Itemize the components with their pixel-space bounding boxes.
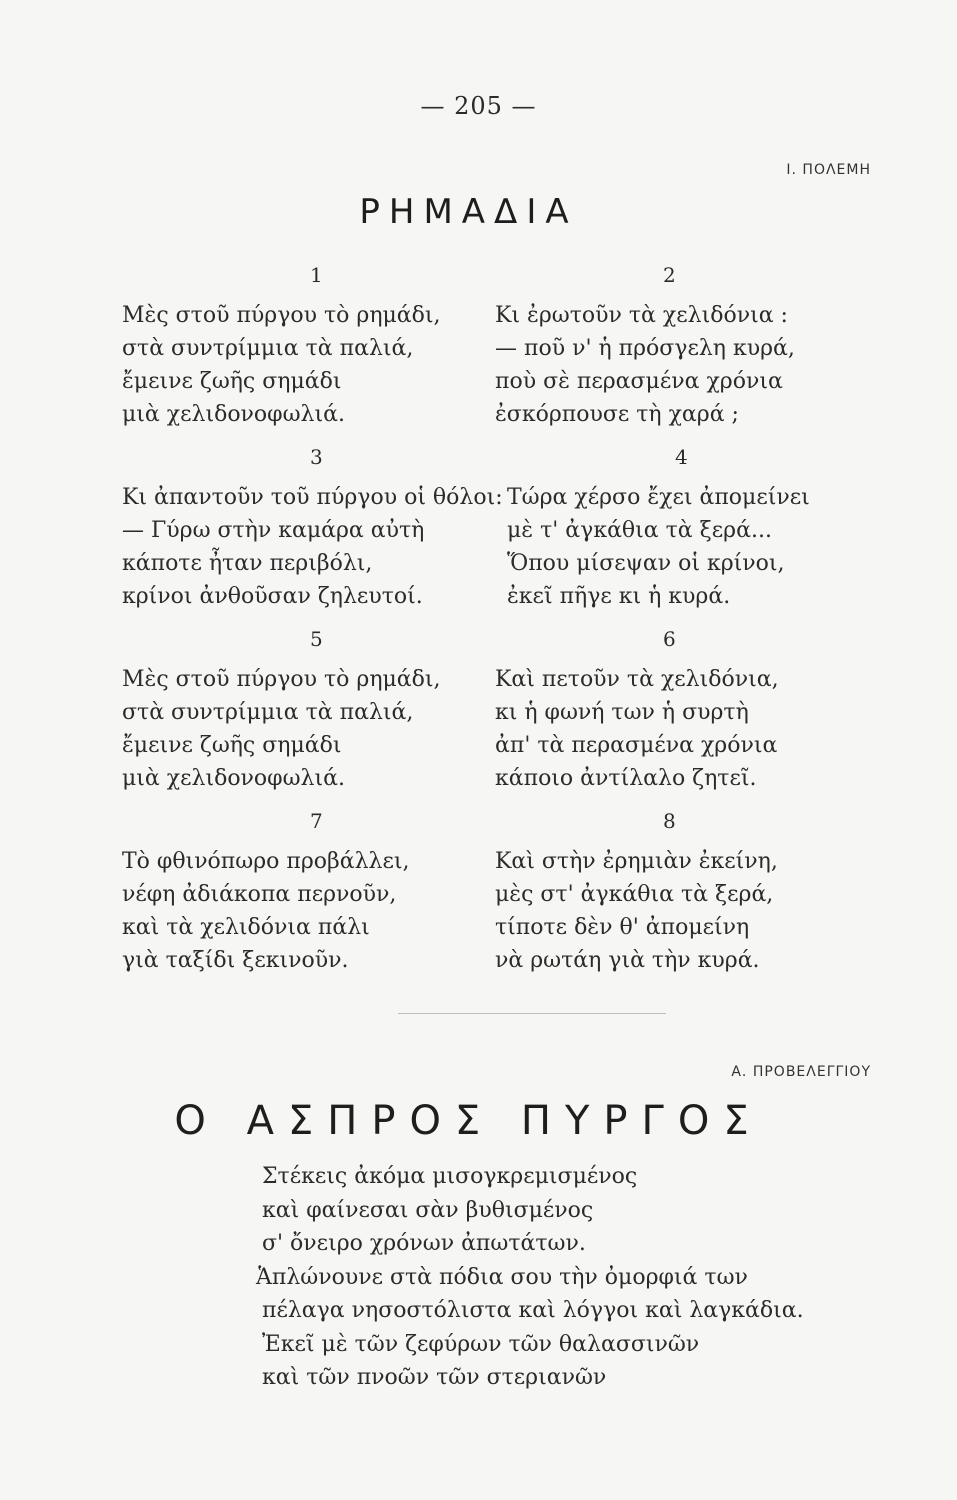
stanza-number: 7 bbox=[310, 809, 323, 833]
verse-line: κάποτε ἦταν περιβόλι, bbox=[122, 551, 373, 576]
verse-line: Ἐκεῖ μὲ τῶν ζεφύρων τῶν θαλασσινῶν bbox=[262, 1331, 700, 1357]
stanza bbox=[122, 808, 482, 977]
verse-line: τίποτε δὲν θ' ἀπομείνη bbox=[495, 915, 750, 940]
verse-line: ἀπ' τὰ περασμένα χρόνια bbox=[495, 733, 778, 758]
page-number: — 205 — bbox=[420, 92, 537, 120]
verse-line: καὶ φαίνεσαι σὰν βυθισμένος bbox=[262, 1197, 594, 1223]
verse-line: ἐκεῖ πῆγε κι ἡ κυρά. bbox=[507, 584, 731, 609]
verse-line: καὶ τῶν πνοῶν τῶν στεριανῶν bbox=[262, 1365, 607, 1390]
stanza bbox=[122, 262, 482, 431]
verse-line: — Γύρω στὴν καμάρα αὐτὴ bbox=[122, 518, 425, 543]
verse-line: σ' ὄνειρο χρόνων ἀπωτάτων. bbox=[262, 1231, 586, 1256]
stanza bbox=[122, 444, 503, 613]
stanza bbox=[495, 262, 855, 431]
verse-line: Μὲς στοῦ πύργου τὸ ρημάδι, bbox=[122, 667, 441, 692]
verse-line: στὰ συντρίμμια τὰ παλιά, bbox=[122, 336, 414, 361]
verse-line: Ἁπλώνουνε στὰ πόδια σου τὴν ὀμορφιά των bbox=[256, 1264, 748, 1290]
author-name: Ι. ΠΟΛΕΜΗ bbox=[786, 162, 871, 178]
verse-line: Καὶ στὴν ἐρημιὰν ἐκείνη, bbox=[495, 849, 778, 874]
verse-line: Ὅπου μίσεψαν οἱ κρίνοι, bbox=[507, 551, 785, 576]
author-name: Α. ΠΡΟΒΕΛΕΓΓΙΟΥ bbox=[731, 1064, 871, 1080]
verse-line: ἔμεινε ζωῆς σημάδι bbox=[122, 733, 342, 758]
stanza-number: 4 bbox=[675, 445, 688, 469]
verse-line: Καὶ πετοῦν τὰ χελιδόνια, bbox=[495, 667, 779, 692]
verse-line: Κι ἐρωτοῦν τὰ χελιδόνια : bbox=[495, 303, 788, 328]
verse-line: νέφη ἀδιάκοπα περνοῦν, bbox=[122, 882, 397, 907]
stanza-number: 2 bbox=[663, 263, 676, 287]
poem-title: Ο ΑΣΠΡΟΣ ΠΥΡΓΟΣ bbox=[174, 1098, 763, 1144]
verse-line: κρίνοι ἀνθοῦσαν ζηλευτοί. bbox=[122, 584, 423, 609]
verse-line: κι ἡ φωνή των ἡ συρτὴ bbox=[495, 700, 749, 725]
section-divider bbox=[398, 1013, 666, 1014]
verse-line: νὰ ρωτάη γιὰ τὴν κυρά. bbox=[495, 948, 760, 973]
stanza-number: 5 bbox=[310, 627, 323, 651]
verse-line: Τώρα χέρσο ἔχει ἀπομείνει bbox=[507, 485, 810, 510]
verse-line: καὶ τὰ χελιδόνια πάλι bbox=[122, 915, 370, 940]
verse-line: μὲ τ' ἀγκάθια τὰ ξερά... bbox=[507, 518, 772, 543]
verse-line: μιὰ χελιδονοφωλιά. bbox=[122, 402, 345, 427]
stanza bbox=[122, 626, 482, 795]
verse-line: Μὲς στοῦ πύργου τὸ ρημάδι, bbox=[122, 303, 441, 328]
verse-line: μὲς στ' ἀγκάθια τὰ ξερά, bbox=[495, 882, 774, 907]
stanza-number: 6 bbox=[663, 627, 676, 651]
verse-line: πέλαγα νησοστόλιστα καὶ λόγγοι καὶ λαγκάδια. bbox=[262, 1298, 804, 1323]
stanza bbox=[507, 444, 867, 613]
poem-title: ΡΗΜΑΔΙΑ bbox=[359, 192, 578, 232]
stanza-number: 3 bbox=[310, 445, 323, 469]
verse-line: ποὺ σὲ περασμένα χρόνια bbox=[495, 369, 783, 394]
verse-line: γιὰ ταξίδι ξεκινοῦν. bbox=[122, 948, 349, 973]
stanza-number: 1 bbox=[310, 263, 323, 287]
verse-line: Τὸ φθινόπωρο προβάλλει, bbox=[122, 849, 410, 874]
stanza bbox=[495, 808, 855, 977]
verse-line: ἔμεινε ζωῆς σημάδι bbox=[122, 369, 342, 394]
poem-body bbox=[256, 1160, 862, 1395]
verse-line: Στέκεις ἀκόμα μισογκρεμισμένος bbox=[262, 1164, 638, 1189]
stanza-number: 8 bbox=[663, 809, 676, 833]
verse-line: στὰ συντρίμμια τὰ παλιά, bbox=[122, 700, 414, 725]
stanza bbox=[495, 626, 855, 795]
verse-line: κάποιο ἀντίλαλο ζητεῖ. bbox=[495, 766, 757, 791]
verse-line: ἐσκόρπουσε τὴ χαρά ; bbox=[495, 402, 739, 427]
verse-line: μιὰ χελιδονοφωλιά. bbox=[122, 766, 345, 791]
verse-line: — ποῦ ν' ἡ πρόσγελη κυρά, bbox=[495, 336, 795, 361]
verse-line: Κι ἀπαντοῦν τοῦ πύργου οἱ θόλοι: bbox=[122, 485, 503, 510]
